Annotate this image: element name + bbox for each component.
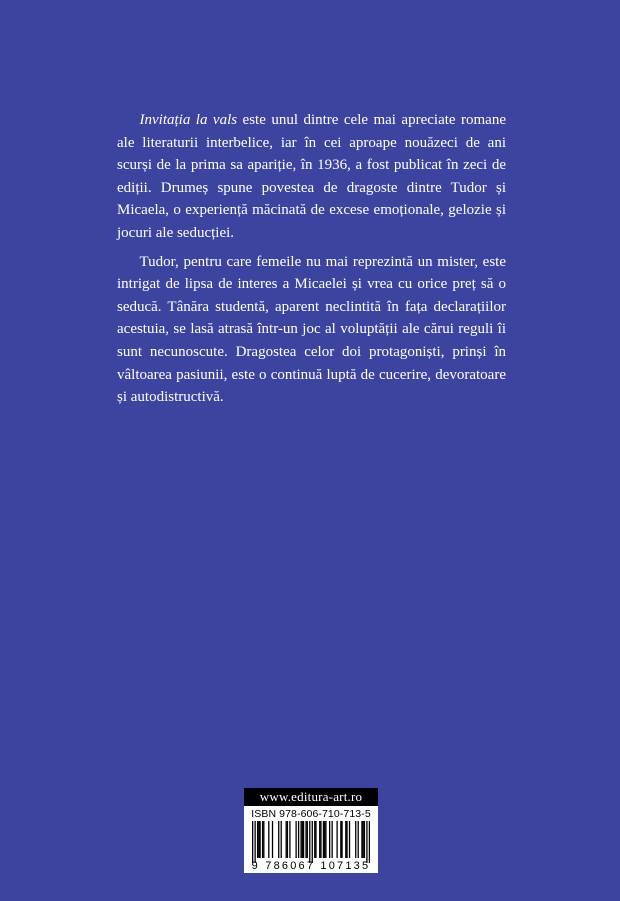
- barcode-bar: [331, 821, 332, 858]
- barcode-bar: [363, 821, 364, 858]
- blurb-paragraph-2-text: Tudor, pentru care femeile nu mai reprezintă un mister, este intrigat de lipsa de interes a Micaelei și vrea cu orice preț să o seducă. Tânăra studentă, aparent neclintită în fața declarațiilor acestuia, se lasă atrasă într-un joc al voluptății ale cărui reguli îi sunt necunoscute. Dragostea celor doi protagoniști, prinși în vâltoarea pasiunii, este o continuă luptă de cucerire, devoratoare și autodistructivă.: [117, 253, 506, 406]
- barcode-bar: [289, 821, 290, 858]
- barcode-bar: [305, 821, 306, 858]
- barcode-panel: [244, 806, 378, 873]
- barcode-bar: [345, 821, 346, 858]
- barcode-bar: [366, 821, 367, 863]
- barcode-bar: [278, 821, 279, 858]
- barcode-bar: [325, 821, 326, 858]
- barcode-bar: [341, 821, 342, 858]
- barcode-bar: [307, 821, 308, 858]
- barcode-bar: [295, 821, 296, 858]
- barcode-bar: [329, 821, 330, 858]
- blurb-text: [117, 109, 506, 415]
- barcode-bar: [259, 821, 260, 858]
- barcode-bar: [262, 821, 263, 858]
- barcode-bar: [355, 821, 356, 858]
- barcode-bar: [315, 821, 316, 858]
- barcode-bar: [258, 821, 259, 858]
- barcode-bar: [314, 821, 315, 858]
- ean-digits: 9 786067 107135: [251, 860, 371, 872]
- barcode-bar: [336, 821, 337, 858]
- blurb-paragraph-2: [117, 251, 506, 409]
- barcode-bar: [358, 821, 359, 858]
- barcode-bar: [268, 821, 269, 858]
- barcode-bar: [346, 821, 347, 858]
- barcode-bar: [287, 821, 288, 858]
- barcode-bar: [320, 821, 321, 858]
- barcode-bar: [349, 821, 350, 858]
- barcode-bar: [254, 821, 255, 863]
- book-title-italic: Invitația la vals: [139, 112, 238, 128]
- barcode-bar: [252, 821, 253, 863]
- barcode-bar: [298, 821, 299, 858]
- barcode-bar: [340, 821, 341, 858]
- barcode-bar: [364, 821, 365, 858]
- publisher-website: www.editura-art.ro: [244, 788, 378, 806]
- barcode-bar: [361, 821, 362, 858]
- barcode-bar: [309, 821, 310, 863]
- barcode-bar: [263, 821, 264, 858]
- barcode-icon: [252, 821, 370, 863]
- barcode-bar: [312, 821, 313, 863]
- blurb-paragraph-1: [117, 109, 506, 245]
- barcode-bar: [286, 821, 287, 858]
- barcode-bar: [369, 821, 370, 863]
- barcode-bar: [323, 821, 324, 858]
- barcode-bar: [302, 821, 303, 858]
- barcode-bar: [319, 821, 320, 858]
- blurb-paragraph-1-text: este unul dintre cele mai apreciate romane ale literaturii interbelice, iar în cei aproape nouăzeci de ani scurși de la prima sa apariție, în 1936, a fost publicat în zeci de ediții. Drumeș spune povestea de dragoste dintre Tudor și Micaela, o experiență măcinată de excese emoționale, gelozie și jocuri ale seducției.: [117, 112, 506, 241]
- isbn-label: ISBN 978-606-710-713-5: [251, 808, 371, 820]
- barcode-bar: [281, 821, 282, 858]
- barcode-bar: [257, 821, 258, 858]
- barcode-bar: [324, 821, 325, 858]
- barcode-bar: [300, 821, 301, 858]
- barcode-bar: [272, 821, 273, 858]
- barcode-bar: [303, 821, 304, 858]
